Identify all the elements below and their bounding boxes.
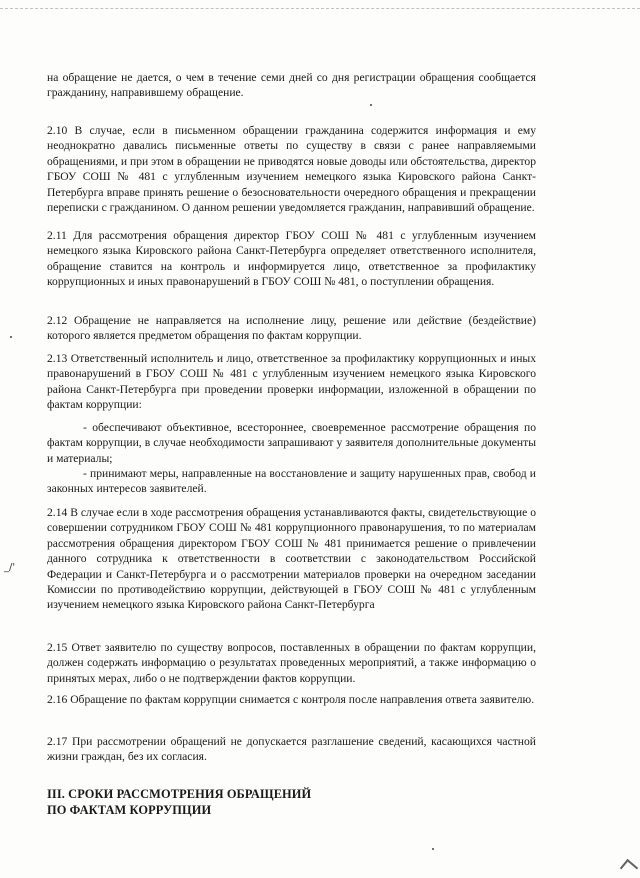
scan-speck (432, 848, 434, 850)
paragraph-text: 2.12 Обращение не направляется на исполнение лицу, решение или действие (бездействие) которого является предметом обращения по фактам коррупции. (47, 314, 536, 343)
paragraph-text: - принимают меры, направленные на восстановление и защиту нарушенных прав, свобод и законных интересов заявителей. (47, 467, 536, 496)
paragraph-text: - обеспечивают объективное, всестороннее, своевременное рассмотрение обращения по фактам коррупции, в случае необходимости запрашивают у заявителя дополнительные документы и материалы; (47, 421, 536, 465)
scan-speck (10, 336, 12, 338)
paragraph-text: 2.17 При рассмотрении обращений не допускается разглашение сведений, касающихся частной жизни граждан, без их согласия. (47, 735, 536, 764)
paragraph-2-14 (47, 505, 536, 613)
paragraph-2-13-item-b (47, 466, 536, 497)
paragraph-text: на обращение не дается, о чем в течение семи дней со дня регистрации обращения сообщается гражданину, направившему обращение. (47, 71, 536, 100)
top-scan-line (0, 8, 640, 9)
section-heading (47, 786, 447, 818)
section-heading-line-2: ПО ФАКТАМ КОРРУПЦИИ (47, 803, 212, 817)
paragraph-2-11 (47, 228, 536, 290)
margin-mark: _/' (4, 562, 16, 573)
paragraph-2-17 (47, 734, 536, 765)
paragraph-2-13-item-a (47, 420, 536, 466)
paragraph-text: 2.13 Ответственный исполнитель и лицо, ответственное за профилактику коррупционных и иных правонарушений в ГБОУ СОШ № 481 с углубленным изучением немецкого языка Кировского района Санкт-Петербурга при проведении проверки информации, изложенной в обращении по фактам коррупции: (47, 352, 536, 412)
paragraph-text: 2.15 Ответ заявителю по существу вопросов, поставленных в обращении по фактам коррупции, должен содержать информацию о результатах проведенных мероприятий, а также информацию о принятых мерах, либо о не подтверждении фактов коррупции. (47, 641, 536, 685)
paragraph-2-12 (47, 313, 536, 344)
paragraph-2-10 (47, 123, 536, 215)
paragraph-2-16 (47, 692, 536, 707)
paragraph-text: 2.16 Обращение по фактам коррупции снимается с контроля после направления ответа заявителю. (47, 693, 535, 706)
scan-speck (370, 104, 372, 106)
paragraph-continuation (47, 70, 536, 101)
paragraph-text: 2.10 В случае, если в письменном обращении гражданина содержится информация и ему неоднократно давались письменные ответы по существу в связи с ранее направляемыми обращениями, и при этом в обращении не приводятся новые доводы или обстоятельства, директор ГБОУ СОШ № 481 с углубленным изучением немецкого языка Кировского района Санкт-Петербурга вправе принять решение о безосновательности очередного обращения и прекращении переписки с гражданином. О данном решении уведомляется гражданин, направивший обращение. (47, 124, 536, 215)
paragraph-2-15 (47, 640, 536, 686)
corner-pen-mark (620, 859, 638, 877)
section-heading-line-1: III. СРОКИ РАССМОТРЕНИЯ ОБРАЩЕНИЙ (47, 787, 312, 801)
paragraph-text: 2.14 В случае если в ходе рассмотрения обращения устанавливаются факты, свидетельствующие о совершении сотрудником ГБОУ СОШ № 481 коррупционного правонарушения, то по материалам рассмотрения обращения директором ГБОУ СОШ № 481 принимается решение о привлечении данного сотрудника к ответственности в соответствии с законодательством Российской Федерации и Санкт-Петербурга и о рассмотрении материалов проверки на очередном заседании Комиссии по противодействию коррупции, действующей в ГБОУ СОШ № 481 с углубленным изучением немецкого языка Кировского района Санкт-Петербурга (47, 506, 536, 612)
paragraph-text: 2.11 Для рассмотрения обращения директор ГБОУ СОШ № 481 с углубленным изучением немецкого языка Кировского района Санкт-Петербурга определяет ответственного исполнителя, обращение ставится на контроль и информируется лицо, ответственное за профилактику коррупционных и иных правонарушений в ГБОУ СОШ № 481, о поступлении обращения. (47, 229, 536, 289)
paragraph-2-13 (47, 351, 536, 413)
